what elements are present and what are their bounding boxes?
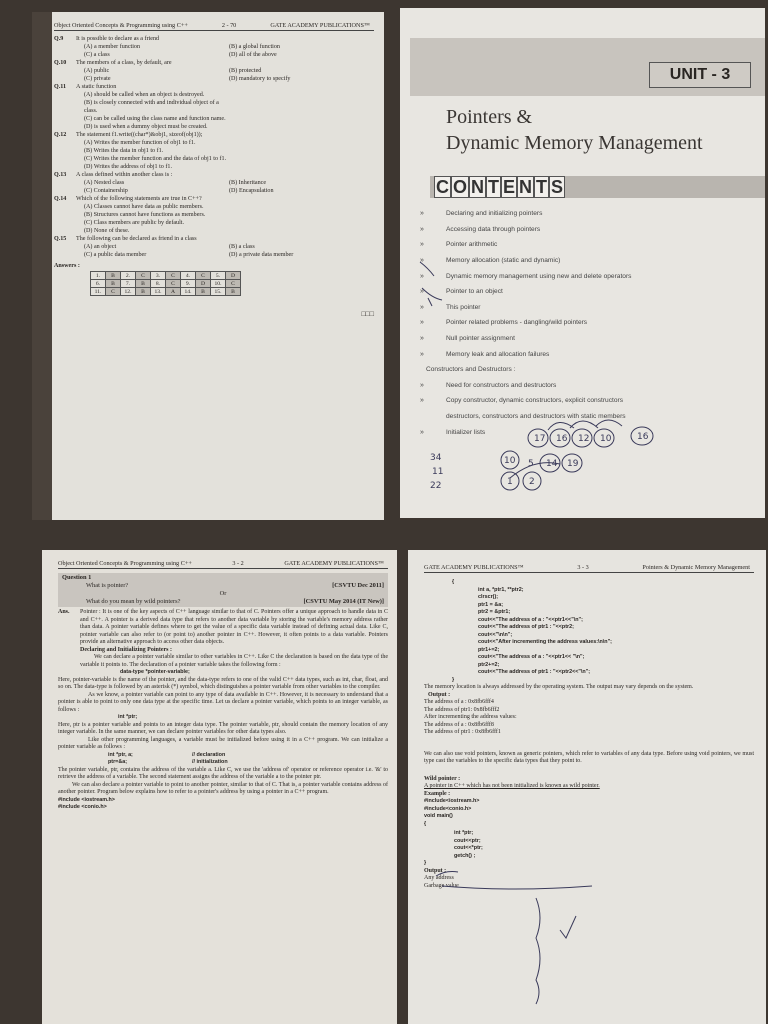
toc-item-label: Dynamic memory management using new and delete operators: [446, 272, 632, 280]
question-options: [54, 155, 374, 163]
hw-2: 2: [529, 477, 535, 487]
contents-letter: E: [503, 177, 516, 197]
page-pointers-intro: [42, 550, 397, 1024]
contents-letter: N: [519, 177, 533, 197]
option-right: (B) a global function: [229, 44, 280, 50]
contents-letter: T: [536, 177, 548, 197]
header-page: 2 - 70: [221, 22, 237, 29]
option-right: [229, 139, 374, 147]
option-right: (D) a private data member: [229, 252, 294, 258]
answer-cell: 13.: [151, 288, 166, 296]
toc-item: [420, 331, 750, 347]
question-options: [54, 75, 374, 83]
option-left: (B) Writes the data in obj1 to f1.: [84, 148, 164, 154]
toc-bullet-icon: »: [420, 241, 424, 249]
toc-item: [420, 300, 750, 316]
question-ref-1: [CSVTU Dec 2011]: [332, 582, 384, 589]
option-left: (D) Writes the address of obj1 to f1.: [84, 164, 172, 170]
answer-row: [91, 272, 241, 280]
answer-cell: D: [226, 272, 241, 280]
toc-bullet-icon: »: [420, 257, 424, 265]
toc-item: [420, 315, 750, 331]
question-options: [54, 163, 374, 171]
hw-5: 5: [528, 459, 534, 469]
option-right: (B) Inheritance: [229, 180, 267, 186]
answer-cell: 15.: [211, 288, 226, 296]
code-line: {: [424, 820, 427, 827]
hw-10: 10: [600, 434, 612, 444]
toc-item-label: Accessing data through pointers: [446, 225, 541, 233]
contents-letter: S: [551, 177, 564, 197]
toc-item: [420, 378, 750, 394]
toc-item-label: Constructors and Destructors :: [426, 366, 516, 374]
toc-item: [420, 346, 750, 362]
toc-item: [420, 424, 750, 440]
hw-34: 34: [430, 453, 442, 463]
example-code-close: }: [424, 860, 427, 866]
option-right: [229, 203, 374, 211]
toc-item: [420, 393, 750, 409]
question-options: [54, 51, 374, 59]
output-line: Garbage value: [424, 882, 459, 889]
question-number: Q.9: [54, 36, 64, 42]
question-text-1: What is pointer?: [86, 582, 129, 589]
page-pointers-example: [408, 550, 766, 1024]
question-options: [54, 139, 374, 147]
code-line: int *ptr;: [454, 830, 474, 836]
option-right: [229, 219, 374, 227]
toc-item-label: Pointer arithmetic: [446, 241, 498, 249]
toc-bullet-icon: »: [420, 225, 424, 233]
hw-1: 1: [507, 477, 513, 487]
end-mark: □□□: [361, 310, 374, 318]
option-right: (D) all of the above: [229, 52, 277, 58]
option-left: (C) a public data member: [84, 252, 147, 258]
question-text-2: What do you mean by wild pointers?: [86, 598, 181, 605]
toc-item: [420, 284, 750, 300]
hw-12: 12: [578, 434, 590, 444]
question-options: [54, 251, 374, 259]
toc-bullet-icon: »: [420, 272, 424, 280]
question-row: [54, 131, 374, 139]
toc-item-label: Declaring and initializing pointers: [446, 210, 543, 218]
question-number: Q.10: [54, 60, 67, 66]
code-block: [424, 579, 754, 684]
answer-para-6: Like other programming languages, a variable must be initialized before using it in a C++ program. We can initialize a pointer variable as follows :: [58, 736, 388, 750]
answer-cell: A: [166, 288, 181, 296]
toc-item-label: Memory leak and allocation failures: [446, 350, 550, 358]
question-options: [54, 203, 374, 211]
unit-title-line2: Dynamic Memory Management: [446, 132, 703, 154]
toc-item: [420, 237, 750, 253]
answer-cell: C: [166, 272, 181, 280]
toc-item-label: Memory allocation (static and dynamic): [446, 257, 561, 265]
toc-item: [420, 409, 750, 425]
question-number: Q.12: [54, 132, 67, 138]
toc-bullet-icon: »: [420, 381, 424, 389]
code-int-ptr: int *ptr;: [118, 714, 138, 720]
code-line: ptr1+=2;: [478, 646, 500, 653]
question-row: [54, 59, 374, 67]
answer-cell: C: [106, 288, 121, 296]
toc-item: [420, 206, 750, 222]
toc-item-label: destructors, constructors and destructors with static members: [446, 413, 626, 421]
option-left: (A) Nested class: [84, 180, 125, 186]
hw-22: 22: [430, 481, 442, 491]
toc-item-label: Copy constructor, dynamic constructors, explicit constructors: [446, 397, 623, 405]
question-options: [54, 99, 374, 115]
question-options: [54, 43, 374, 51]
question-text: It is possible to declare as a friend: [76, 36, 160, 42]
question-options: [54, 123, 374, 131]
output2-label: Output :: [424, 867, 447, 874]
answer-cell: C: [226, 280, 241, 288]
question-text: The following can be declared as friend in a class: [76, 236, 197, 242]
question-number: Q.14: [54, 196, 67, 202]
header-left: GATE ACADEMY PUBLICATIONS™: [424, 564, 524, 571]
code-line: }: [452, 676, 455, 683]
option-left: (C) Containership: [84, 188, 128, 194]
answer-cell: B: [136, 280, 151, 288]
output-line: The address of ptr1 : 0x8fb6fff1: [424, 729, 501, 735]
wild-pointer-label: Wild pointer :: [424, 775, 461, 782]
answer-para-5: Here, ptr is a pointer variable and points to an integer data type. The pointer variable, ptr, should contain the memory location of any integer variable. In the same manner, we can declare pointer variables for other data types also.: [58, 721, 388, 735]
header-left: Object Oriented Concepts & Programming using C++: [54, 22, 188, 29]
output-label: Output :: [428, 691, 451, 698]
answer-cell: C: [166, 280, 181, 288]
answer-cell: B: [196, 288, 211, 296]
toc-bullet-icon: »: [420, 210, 424, 218]
page-header: [58, 560, 388, 569]
code-decl-line: int *ptr, a;: [108, 751, 133, 758]
answer-cell: 4.: [181, 272, 196, 280]
contents-heading: [434, 176, 565, 198]
question-list: [54, 35, 374, 259]
option-right: [229, 99, 374, 115]
question-label: Question 1: [62, 574, 92, 581]
code-line: #include<conio.h>: [424, 805, 472, 812]
question-ref-2: [CSVTU May 2014 (IT New)]: [303, 598, 384, 605]
question-row: [54, 235, 374, 243]
question-row: [54, 195, 374, 203]
answer-cell: D: [196, 280, 211, 288]
question-text: Which of the following statements are true in C++?: [76, 196, 202, 202]
header-left: Object Oriented Concepts & Programming using C++: [58, 560, 192, 567]
option-right: (D) Encapsulation: [229, 188, 274, 194]
code-line: cout<<"The address of ptr1 : "<<ptr2;: [478, 624, 574, 630]
answer-row: [91, 288, 241, 296]
hw-14: 14: [546, 459, 558, 469]
code-line: void main(): [424, 813, 453, 819]
code-decl-comment: // declaration: [192, 751, 226, 758]
header-page: 3 - 3: [577, 564, 589, 571]
answer-cell: 7.: [121, 280, 136, 288]
question-number: Q.13: [54, 172, 67, 178]
question-options: [54, 219, 374, 227]
output2-lines: [424, 875, 754, 890]
option-right: (D) mandatory to specify: [229, 76, 291, 82]
toc-item-label: Pointer to an object: [446, 288, 503, 296]
option-left: (A) a member function: [84, 44, 141, 50]
toc-item: [420, 222, 750, 238]
answer-cell: 6.: [91, 280, 106, 288]
code-line: #include<iostream.h>: [424, 798, 480, 804]
page-shadow: [32, 12, 52, 520]
output-line: The address of a : 0x8fb6fff8: [424, 721, 494, 728]
option-left: (C) Writes the member function and the data of obj1 to f1.: [84, 156, 227, 162]
output-lines: [424, 699, 754, 737]
toc-item-label: This pointer: [446, 303, 481, 311]
code-line: cout<<ptr;: [454, 837, 481, 844]
contents-letter: O: [453, 177, 468, 197]
output-line: Any address: [424, 875, 454, 881]
option-left: (B) is closely connected with and individual object of a class.: [84, 100, 219, 114]
code-include-1: #include <iostream.h>: [58, 796, 115, 803]
question-options: [54, 67, 374, 75]
option-left: (A) should be called when an object is destroyed.: [84, 92, 205, 98]
output-line: The address of a : 0x8fb6fff4: [424, 699, 494, 705]
question-row: [54, 35, 374, 43]
hw-19: 19: [567, 459, 579, 469]
answer-cell: C: [196, 272, 211, 280]
toc-bullet-icon: »: [420, 303, 424, 311]
hw-16b: 16: [637, 432, 649, 442]
question-options: [54, 147, 374, 155]
option-left: (C) Class members are public by default.: [84, 220, 185, 226]
answer-cell: 2.: [121, 272, 136, 280]
question-row: [54, 83, 374, 91]
toc-bullet-icon: »: [420, 397, 424, 405]
answer-cell: B: [136, 288, 151, 296]
option-left: (C) private: [84, 76, 111, 82]
option-right: [229, 123, 374, 131]
code-line: cout<<"The address of a : "<<ptr1<<"\n";: [478, 616, 583, 623]
option-left: (A) Classes cannot have data as public members.: [84, 204, 204, 210]
contents-letter: T: [488, 177, 500, 197]
code-line: cout<<"After incrementing the address values:\n\n";: [478, 639, 612, 645]
option-right: [229, 115, 374, 123]
answer-row: [91, 280, 241, 288]
output-line: The address of ptr1: 0x8fb6fff2: [424, 706, 500, 713]
question-text: A class defined within another class is :: [76, 172, 173, 178]
option-right: [229, 91, 374, 99]
page-header: [424, 564, 754, 573]
unit-title-line1: Pointers &: [446, 106, 533, 128]
question-or: Or: [219, 590, 227, 597]
question-options: [54, 227, 374, 235]
toc-item: [420, 362, 750, 378]
answer-para-4: As we know, a pointer variable can point to any type of data available in C++. However, it is necessary to understand that a pointer is able to point to only one data type at the specific time. Let us declare a pointer variable, which points to an integer variable, as follows :: [58, 691, 388, 713]
toc-item-label: Need for constructors and destructors: [446, 381, 557, 389]
question-options: [54, 187, 374, 195]
toc-item: [420, 268, 750, 284]
option-left: (A) an object: [84, 244, 117, 250]
para-void-pointers: We can also use void pointers, known as generic pointers, which refer to variables of any data type. Before using void pointers, we must type cast the variables to the specific data types that they point to.: [424, 750, 754, 764]
option-right: [229, 163, 374, 171]
question-row: [54, 171, 374, 179]
hw-10b: 10: [504, 456, 516, 466]
code-declaration: data-type *pointer-variable;: [120, 669, 190, 675]
table-of-contents: [420, 206, 750, 440]
hw-17: 17: [534, 434, 546, 444]
code-line: int a, *ptr1, **ptr2;: [478, 586, 524, 593]
answer-para-2: We can declare a pointer variable similar to other variables in C++. Like C the declaration is based on the data type of the variable it points to. The declaration of a pointer variable takes the following form :: [80, 654, 388, 668]
question-box: [58, 573, 388, 607]
contents-letter: N: [471, 177, 485, 197]
option-left: (C) can be called using the class name and function name.: [84, 116, 226, 122]
code-init-line: ptr=&a;: [108, 759, 128, 765]
answer-label: Ans.: [58, 609, 70, 615]
question-text: The members of a class, by default, are: [76, 60, 172, 66]
header-right: GATE ACADEMY PUBLICATIONS™: [270, 22, 370, 29]
answer-cell: B: [226, 288, 241, 296]
option-left: (C) a class: [84, 52, 110, 58]
code-line: {: [452, 579, 455, 585]
option-left: (D) None of these.: [84, 228, 130, 234]
toc-bullet-icon: »: [420, 428, 424, 436]
code-line: getch() ;: [454, 852, 476, 859]
page-header: [54, 22, 374, 31]
header-right: GATE ACADEMY PUBLICATIONS™: [284, 560, 384, 567]
toc-item-label: Null pointer assignment: [446, 335, 515, 343]
question-options: [54, 115, 374, 123]
question-options: [54, 91, 374, 99]
question-options: [54, 211, 374, 219]
toc-bullet-icon: »: [420, 350, 424, 358]
code-init-comment: // initialization: [192, 759, 228, 765]
unit-badge: UNIT - 3: [649, 62, 751, 88]
code-line: cout<<"The address of a : "<<ptr1<< "\n";: [478, 654, 585, 660]
option-left: (A) Writes the member function of obj1 to f1.: [84, 140, 196, 146]
output-line: After incrementing the address values:: [424, 714, 517, 720]
question-number: Q.11: [54, 84, 67, 90]
answer-para-7: The pointer variable, ptr, contains the address of the variable a. Like C, we use the 'address of' operator or reference operator i.e. '&' to retrieve the address of a variable. The second statement assigns the address of the variable a to the pointer ptr.: [58, 766, 388, 780]
toc-bullet-icon: »: [420, 288, 424, 296]
question-text: The statement f1.write((char*)&obj1, sizeof(obj1));: [76, 132, 203, 138]
answer-cell: 12.: [121, 288, 136, 296]
header-page: 3 - 2: [232, 560, 244, 567]
toc-item-label: Initializer lists: [446, 428, 486, 436]
code-line: cout<<*ptr;: [454, 845, 483, 851]
example-code: [424, 798, 754, 828]
answers-table: [90, 271, 241, 296]
code-line: cout<<"\n\n";: [478, 631, 513, 638]
wild-pointer-definition: A pointer in C++ which has not been initialized is known as wild pointer.: [424, 783, 600, 789]
para-memory-location: The memory location is always addressed by the operating system. The output may vary depends on the system.: [424, 684, 694, 690]
answer-para-8: We can also declare a pointer variable to point to another pointer, similar to that of C. That is, a pointer variable contains address of another pointer. Program below explains how to refer to a pointer's address by using a pointer in a C++ program.: [58, 781, 388, 795]
answer-cell: 11.: [91, 288, 106, 296]
answer-para-3: Here, pointer-variable is the name of the pointer, and the data-type refers to one of the valid C++ data types, such as int, char, float, and so on. The data-type is followed by an asterisk (*) symbol, which distinguishes a pointer variable from other variables to the compiler.: [58, 676, 388, 690]
code-line: ptr2 = &ptr1;: [478, 609, 511, 615]
answer-cell: 14.: [181, 288, 196, 296]
answer-cell: 5.: [211, 272, 226, 280]
option-right: [229, 227, 374, 235]
answer-cell: 9.: [181, 280, 196, 288]
page-question-bank: [32, 12, 384, 520]
answer-cell: B: [106, 280, 121, 288]
code-line: ptr2+=2;: [478, 661, 500, 668]
subheading-declaring: Declaring and Initializing Pointers :: [80, 646, 172, 653]
code-line: cout<<"The address of ptr1 : "<<ptr2<<"\n";: [478, 669, 591, 675]
page-unit-cover: [400, 8, 765, 518]
example-code-body: [424, 830, 754, 860]
contents-letter: C: [436, 177, 449, 197]
toc-item-label: Pointer related problems - dangling/wild pointers: [446, 319, 588, 327]
question-options: [54, 179, 374, 187]
option-right: (B) a class: [229, 244, 255, 250]
toc-bullet-icon: »: [420, 335, 424, 343]
toc-item: [420, 253, 750, 269]
code-include-2: #include <conio.h>: [58, 804, 107, 810]
answer-cell: 8.: [151, 280, 166, 288]
option-right: [229, 147, 374, 155]
answer-cell: 1.: [91, 272, 106, 280]
option-right: [229, 211, 374, 219]
answer-cell: 3.: [151, 272, 166, 280]
answer-para-1: Pointer : It is one of the key aspects of C++ language similar to that of C. Pointers offer a unique approach to handle data in C and C++. A pointer is a derived data type that refers to another data variable by storing the variable's memory address rather than data. A pointer variable defines where to get the value of a specific data variable instead of defining actual data. Like C, pointer variable can also refer to (or point to) another pointer in C++. However, it often points to a data variable. Pointers provide an alternative approach to access other data objects.: [80, 609, 388, 645]
example-label: Example :: [424, 790, 451, 797]
option-left: (B) Structures cannot have functions as members.: [84, 212, 206, 218]
option-right: (B) protected: [229, 68, 262, 74]
question-options: [54, 243, 374, 251]
toc-bullet-icon: »: [420, 319, 424, 327]
header-right: Pointers & Dynamic Memory Management: [642, 564, 750, 571]
option-left: (D) is used when a dummy object must be created.: [84, 124, 208, 130]
answer-cell: B: [106, 272, 121, 280]
code-line: ptr1 = &a;: [478, 601, 504, 608]
answers-label: Answers :: [54, 263, 80, 269]
answer-cell: 10.: [211, 280, 226, 288]
question-text: A static function: [76, 84, 117, 90]
option-right: [229, 155, 374, 163]
option-left: (A) public: [84, 68, 110, 74]
hw-16: 16: [556, 434, 568, 444]
answer-cell: C: [136, 272, 151, 280]
hw-11: 11: [432, 467, 444, 477]
code-line: clrscr();: [478, 594, 499, 600]
question-number: Q.15: [54, 236, 67, 242]
